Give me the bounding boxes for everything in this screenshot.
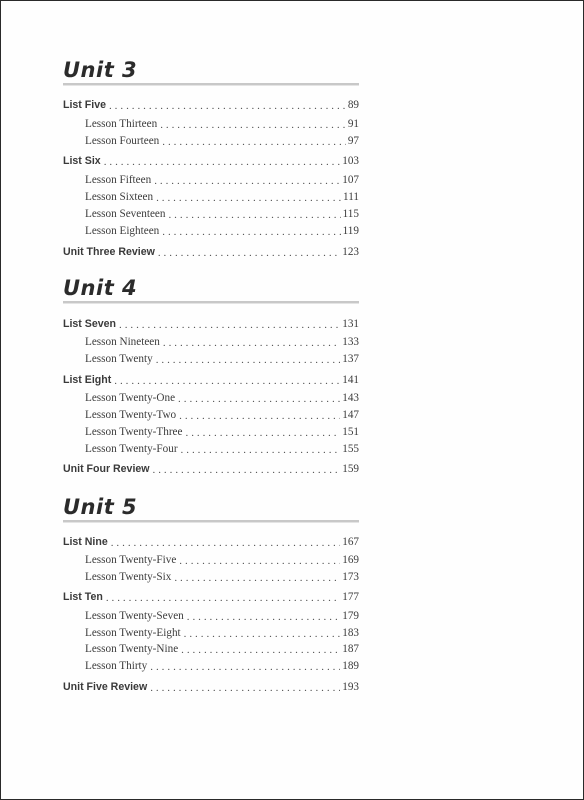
entry-page: 189 xyxy=(342,660,359,672)
toc-lesson-entry[interactable] xyxy=(85,351,359,367)
entry-page: 89 xyxy=(347,99,359,111)
toc-lesson-entry[interactable] xyxy=(85,641,359,657)
unit-section xyxy=(63,494,359,693)
toc-lesson-entry[interactable] xyxy=(85,172,359,188)
toc-list-entry[interactable] xyxy=(63,534,359,550)
leader-dots xyxy=(179,554,340,568)
entry-page: 137 xyxy=(342,353,359,365)
entry-page: 187 xyxy=(342,643,359,655)
entry-page: 133 xyxy=(342,336,359,348)
entry-label: List Ten xyxy=(63,591,103,603)
entry-page: 141 xyxy=(342,374,359,386)
entry-page: 119 xyxy=(342,225,359,237)
toc-review-entry[interactable] xyxy=(63,679,359,695)
entry-label: Lesson Twenty-One xyxy=(85,392,176,404)
entry-page: 103 xyxy=(342,155,359,167)
toc-review-entry[interactable] xyxy=(63,244,359,260)
entry-label: Unit Five Review xyxy=(63,681,148,693)
unit-title: Unit 3 xyxy=(63,58,138,82)
leader-dots xyxy=(114,374,340,388)
entry-label: List Five xyxy=(63,99,106,111)
entry-page: 111 xyxy=(343,191,359,203)
toc-lesson-entry[interactable] xyxy=(85,390,359,406)
toc-list-entry[interactable] xyxy=(63,316,359,332)
leader-dots xyxy=(150,681,340,695)
entry-label: Lesson Nineteen xyxy=(85,336,160,348)
toc-lesson-entry[interactable] xyxy=(85,116,359,132)
entry-label: Lesson Thirty xyxy=(85,660,148,672)
entry-label: Lesson Twenty-Eight xyxy=(85,627,181,639)
toc-list-entry[interactable] xyxy=(63,97,359,113)
entry-page: 177 xyxy=(342,591,359,603)
entry-label: Lesson Twenty-Six xyxy=(85,571,172,583)
entry-label: List Six xyxy=(63,155,101,167)
leader-dots xyxy=(162,135,346,149)
entry-page: 159 xyxy=(342,463,359,475)
entry-label: Lesson Fifteen xyxy=(85,174,152,186)
unit-section xyxy=(63,275,359,475)
entry-page: 155 xyxy=(342,443,359,455)
entry-page: 167 xyxy=(342,536,359,548)
leader-dots xyxy=(119,318,340,332)
leader-dots xyxy=(153,463,341,477)
entry-label: Lesson Thirteen xyxy=(85,118,158,130)
toc-lesson-entry[interactable] xyxy=(85,223,359,239)
entry-page: 143 xyxy=(342,392,359,404)
entry-page: 151 xyxy=(342,426,359,438)
entry-label: List Eight xyxy=(63,374,112,386)
leader-dots xyxy=(104,155,341,169)
leader-dots xyxy=(158,246,340,260)
toc-list-entry[interactable] xyxy=(63,153,359,169)
leader-dots xyxy=(187,610,340,624)
leader-dots xyxy=(163,336,340,350)
unit-section xyxy=(63,57,359,258)
leader-dots xyxy=(154,174,340,188)
toc-list-entry[interactable] xyxy=(63,589,359,605)
unit-divider xyxy=(63,83,359,86)
leader-dots xyxy=(181,443,341,457)
leader-dots xyxy=(156,191,341,205)
unit-title: Unit 4 xyxy=(63,276,138,300)
leader-dots xyxy=(156,353,341,367)
leader-dots xyxy=(150,660,340,674)
entry-label: Lesson Twenty-Nine xyxy=(85,643,179,655)
entry-label: Unit Four Review xyxy=(63,463,150,475)
entry-label: Lesson Twenty-Four xyxy=(85,443,178,455)
unit-divider xyxy=(63,301,359,304)
entry-page: 179 xyxy=(342,610,359,622)
entry-page: 115 xyxy=(342,208,359,220)
entry-page: 147 xyxy=(342,409,359,421)
entry-label: Lesson Twenty xyxy=(85,353,153,365)
entry-page: 173 xyxy=(342,571,359,583)
toc-review-entry[interactable] xyxy=(63,461,359,477)
entry-label: Lesson Fourteen xyxy=(85,135,160,147)
toc-lesson-entry[interactable] xyxy=(85,625,359,641)
entry-page: 107 xyxy=(342,174,359,186)
entry-page: 91 xyxy=(347,118,359,130)
entry-label: List Seven xyxy=(63,318,116,330)
entry-page: 123 xyxy=(342,246,359,258)
leader-dots xyxy=(168,208,340,222)
unit-divider xyxy=(63,520,359,523)
entry-label: List Nine xyxy=(63,536,108,548)
toc-lesson-entry[interactable] xyxy=(85,334,359,350)
entry-label: Lesson Twenty-Seven xyxy=(85,610,184,622)
entry-label: Lesson Twenty-Three xyxy=(85,426,183,438)
unit-title: Unit 5 xyxy=(63,495,138,519)
toc-lesson-entry[interactable] xyxy=(85,552,359,568)
entry-label: Lesson Seventeen xyxy=(85,208,166,220)
leader-dots xyxy=(186,426,341,440)
toc-list-entry[interactable] xyxy=(63,372,359,388)
entry-page: 183 xyxy=(342,627,359,639)
toc-lesson-entry[interactable] xyxy=(85,206,359,222)
toc-lesson-entry[interactable] xyxy=(85,189,359,205)
entry-label: Lesson Twenty-Two xyxy=(85,409,177,421)
toc-lesson-entry[interactable] xyxy=(85,407,359,423)
toc-lesson-entry[interactable] xyxy=(85,424,359,440)
leader-dots xyxy=(111,536,340,550)
entry-label: Lesson Eighteen xyxy=(85,225,160,237)
leader-dots xyxy=(178,392,340,406)
leader-dots xyxy=(179,409,340,423)
leader-dots xyxy=(184,627,341,641)
leader-dots xyxy=(181,643,340,657)
toc-lesson-entry[interactable] xyxy=(85,441,359,457)
entry-page: 169 xyxy=(342,554,359,566)
toc-lesson-entry[interactable] xyxy=(85,569,359,585)
leader-dots xyxy=(162,225,340,239)
entry-page: 97 xyxy=(347,135,359,147)
toc-lesson-entry[interactable] xyxy=(85,608,359,624)
entry-page: 131 xyxy=(342,318,359,330)
leader-dots xyxy=(106,591,340,605)
toc-lesson-entry[interactable] xyxy=(85,658,359,674)
entry-page: 193 xyxy=(342,681,359,693)
entry-label: Unit Three Review xyxy=(63,246,155,258)
toc-lesson-entry[interactable] xyxy=(85,133,359,149)
entry-label: Lesson Twenty-Five xyxy=(85,554,177,566)
entry-label: Lesson Sixteen xyxy=(85,191,154,203)
leader-dots xyxy=(109,99,346,113)
leader-dots xyxy=(160,118,346,132)
leader-dots xyxy=(174,571,340,585)
